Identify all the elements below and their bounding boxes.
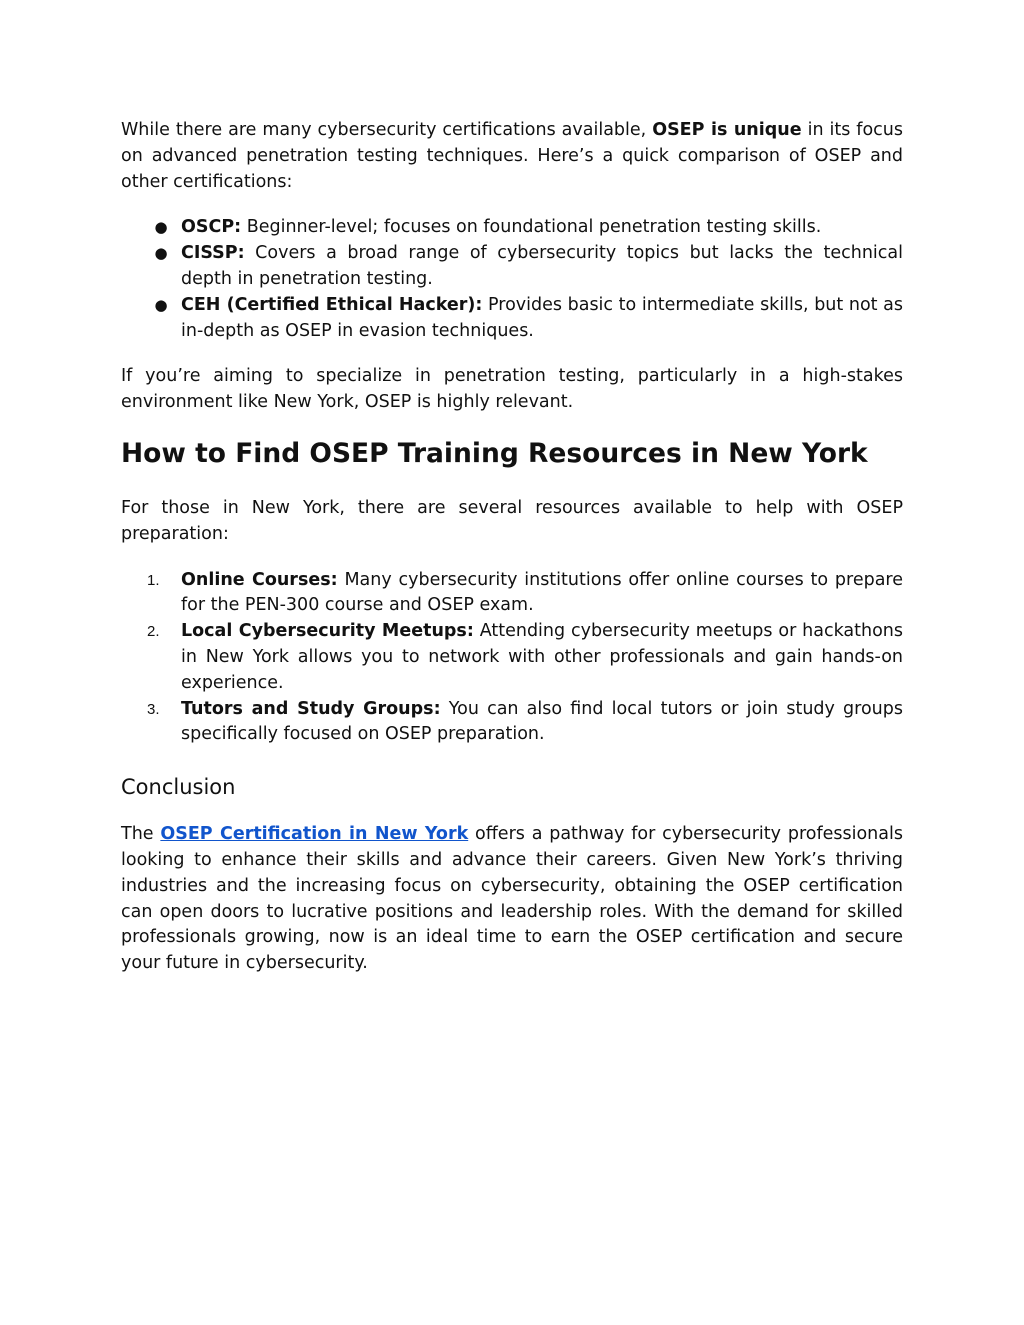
list-item-term: CEH (Certified Ethical Hacker): (181, 294, 483, 315)
relevance-paragraph: If you’re aiming to specialize in penetration testing, particularly in a high-stakes environment like New York, OSEP is highly relevant. (121, 366, 903, 413)
list-item-term: CISSP: (181, 243, 245, 264)
list-item-term: Tutors and Study Groups: (181, 698, 441, 719)
osep-certification-link[interactable]: OSEP Certification in New York (160, 824, 469, 845)
conclusion-text-before: The (121, 824, 161, 845)
list-item-text: Provides basic to intermediate skills, but not as in-depth as OSEP in evasion techniques. (181, 294, 903, 341)
training-lead-paragraph: For those in New York, there are several resources available to help with OSEP preparation: (121, 497, 903, 544)
list-item (121, 697, 903, 749)
conclusion-text-after: offers a pathway for cybersecurity professionals looking to enhance their skills and advance their careers. Given New York’s thriving industries and the increasing focus on cybersecurity, obtaining the OSEP certification can open doors to lucrative positions and leadership roles. With the demand for skilled professionals growing, now is an ideal time to earn the OSEP certification and secure your future in cybersecurity. (121, 824, 903, 974)
list-item-term: OSCP: (181, 217, 242, 238)
bullet-icon: ● (154, 244, 168, 263)
comparison-list (121, 215, 903, 344)
training-heading: How to Find OSEP Training Resources in New York (121, 437, 868, 469)
list-item-text: You can also find local tutors or join study groups specifically focused on OSEP preparation. (181, 698, 903, 745)
list-item-text: Covers a broad range of cybersecurity topics but lacks the technical depth in penetration testing. (181, 243, 903, 289)
list-item (121, 241, 903, 293)
list-item-term: Local Cybersecurity Meetups: (181, 621, 474, 642)
list-number: 2. (147, 623, 160, 641)
intro-paragraph (121, 118, 903, 195)
list-item (121, 568, 903, 620)
list-item-text: Attending cybersecurity meetups or hackathons in New York allows you to network with other professionals and gain hands-on experience. (181, 621, 903, 693)
intro-text-before: While there are many cybersecurity certifications available, (121, 120, 653, 140)
training-list (121, 568, 903, 749)
list-number: 1. (147, 571, 160, 589)
list-item (121, 619, 903, 696)
conclusion-paragraph (121, 822, 903, 977)
intro-text-after: in its focus on advanced penetration testing techniques. Here’s a quick comparison of OSEP and other certifications: (121, 120, 903, 192)
list-item (121, 293, 903, 345)
bullet-icon: ● (154, 295, 168, 314)
list-item-text: Beginner-level; focuses on foundational penetration testing skills. (241, 217, 822, 238)
list-item-text: Many cybersecurity institutions offer online courses to prepare for the PEN-300 course and OSEP exam. (181, 569, 903, 616)
list-number: 3. (147, 700, 160, 718)
intro-bold-text: OSEP is unique (652, 120, 802, 140)
bullet-icon: ● (154, 218, 168, 237)
list-item (121, 215, 903, 241)
conclusion-heading: Conclusion (121, 775, 236, 800)
list-item-term: Online Courses: (181, 569, 338, 590)
